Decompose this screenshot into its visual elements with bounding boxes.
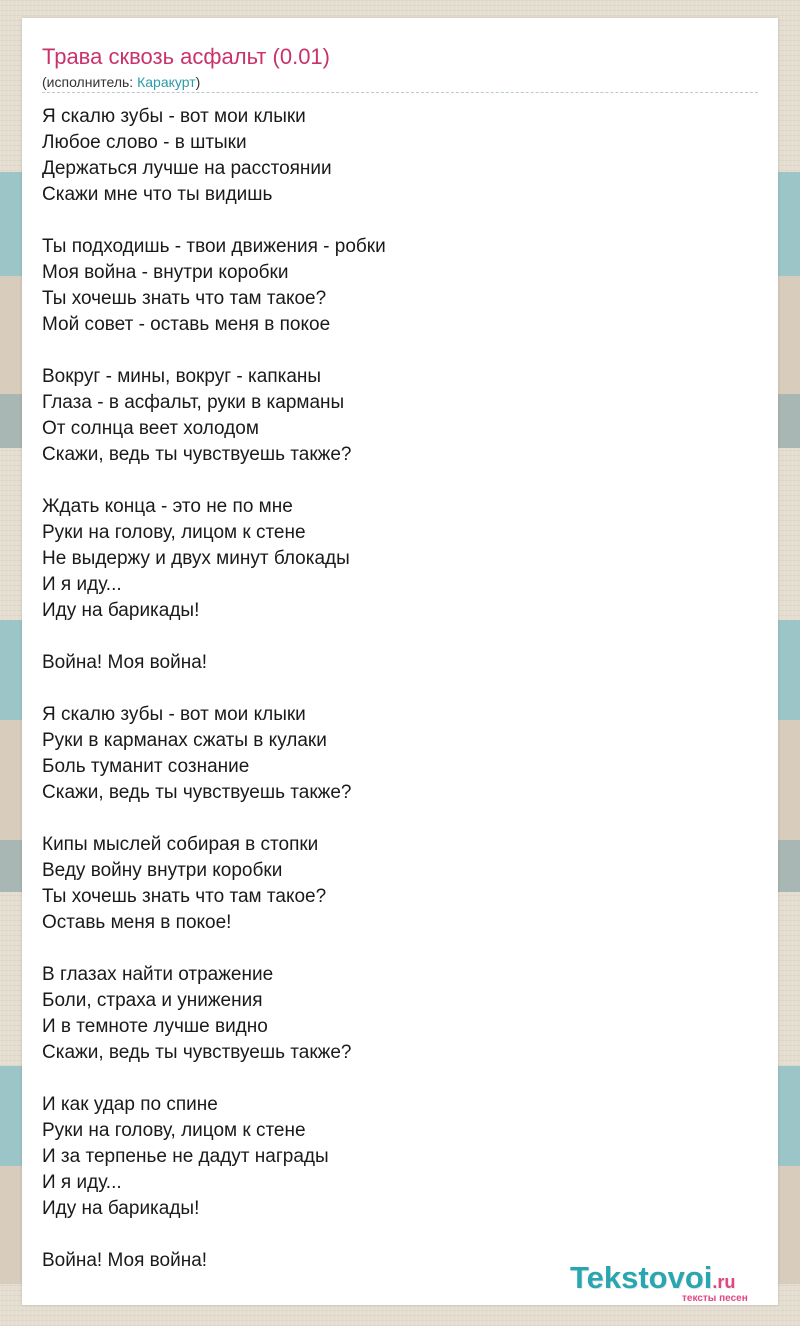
lyric-line: Любое слово - в штыки [42, 132, 247, 153]
stanza-gap [42, 1222, 758, 1248]
lyric-line: И я иду... [42, 574, 122, 595]
lyric-line: Боли, страха и унижения [42, 990, 263, 1011]
lyric-line: Мой совет - оставь меня в покое [42, 314, 331, 335]
lyric-line: И как удар по спине [42, 1094, 218, 1115]
lyric-line: Я скалю зубы - вот мои клыки [42, 704, 306, 725]
lyric-line: Глаза - в асфальт, руки в карманы [42, 392, 345, 413]
lyric-line: В глазах найти отражение [42, 964, 274, 985]
lyric-line: И в темноте лучше видно [42, 1016, 268, 1037]
lyric-line: Руки на голову, лицом к стене [42, 522, 306, 543]
stanza-gap [42, 468, 758, 494]
artist-line [42, 73, 200, 91]
lyric-line: Скажи, ведь ты чувствуешь также? [42, 782, 352, 803]
lyric-line: И я иду... [42, 1172, 122, 1193]
stanza-gap [42, 208, 758, 234]
lyric-line: Веду войну внутри коробки [42, 860, 283, 881]
stanza-gap [42, 1066, 758, 1092]
logo-main-text: Tekstovoi [570, 1260, 713, 1295]
lyric-line: Не выдержу и двух минут блокады [42, 548, 350, 569]
lyric-line: Иду на барикады! [42, 1198, 200, 1219]
site-logo[interactable] [570, 1260, 780, 1304]
lyric-line: Ждать конца - это не по мне [42, 496, 293, 517]
logo-tagline: тексты песен [682, 1293, 748, 1304]
stanza-gap [42, 936, 758, 962]
lyric-line: Скажи, ведь ты чувствуешь также? [42, 1042, 352, 1063]
stanza-gap [42, 806, 758, 832]
lyric-line: Кипы мыслей собирая в стопки [42, 834, 319, 855]
lyric-line: Скажи мне что ты видишь [42, 184, 273, 205]
lyric-line: Иду на барикады! [42, 600, 200, 621]
song-title: Трава сквозь асфальт (0.01) [42, 44, 330, 69]
lyric-line: Руки на голову, лицом к стене [42, 1120, 306, 1141]
lyric-line: Оставь меня в покое! [42, 912, 232, 933]
artist-suffix: ) [195, 74, 201, 90]
artist-prefix: (исполнитель: [42, 74, 138, 90]
lyric-line: Скажи, ведь ты чувствуешь также? [42, 444, 352, 465]
lyric-line: От солнца веет холодом [42, 418, 259, 439]
logo-tld: .ru [712, 1272, 736, 1292]
lyric-line: Я скалю зубы - вот мои клыки [42, 106, 306, 127]
stanza-gap [42, 624, 758, 650]
lyric-line: Боль туманит сознание [42, 756, 250, 777]
lyric-line: И за терпенье не дадут награды [42, 1146, 329, 1167]
stanza-gap [42, 338, 758, 364]
lyric-line: Война! Моя война! [42, 652, 208, 673]
lyric-line: Держаться лучше на расстоянии [42, 158, 332, 179]
lyric-line: Руки в карманах сжаты в кулаки [42, 730, 327, 751]
stanza-gap [42, 676, 758, 702]
lyrics-text [42, 104, 758, 1274]
lyric-line: Ты хочешь знать что там такое? [42, 288, 327, 309]
lyric-line: Вокруг - мины, вокруг - капканы [42, 366, 322, 387]
title-divider [42, 92, 758, 93]
lyric-line: Ты подходишь - твои движения - робки [42, 236, 386, 257]
artist-link[interactable]: Каракурт [137, 74, 196, 90]
lyric-line: Ты хочешь знать что там такое? [42, 886, 327, 907]
lyric-line: Война! Моя война! [42, 1250, 208, 1271]
lyric-line: Моя война - внутри коробки [42, 262, 289, 283]
lyrics-card [22, 18, 778, 1305]
